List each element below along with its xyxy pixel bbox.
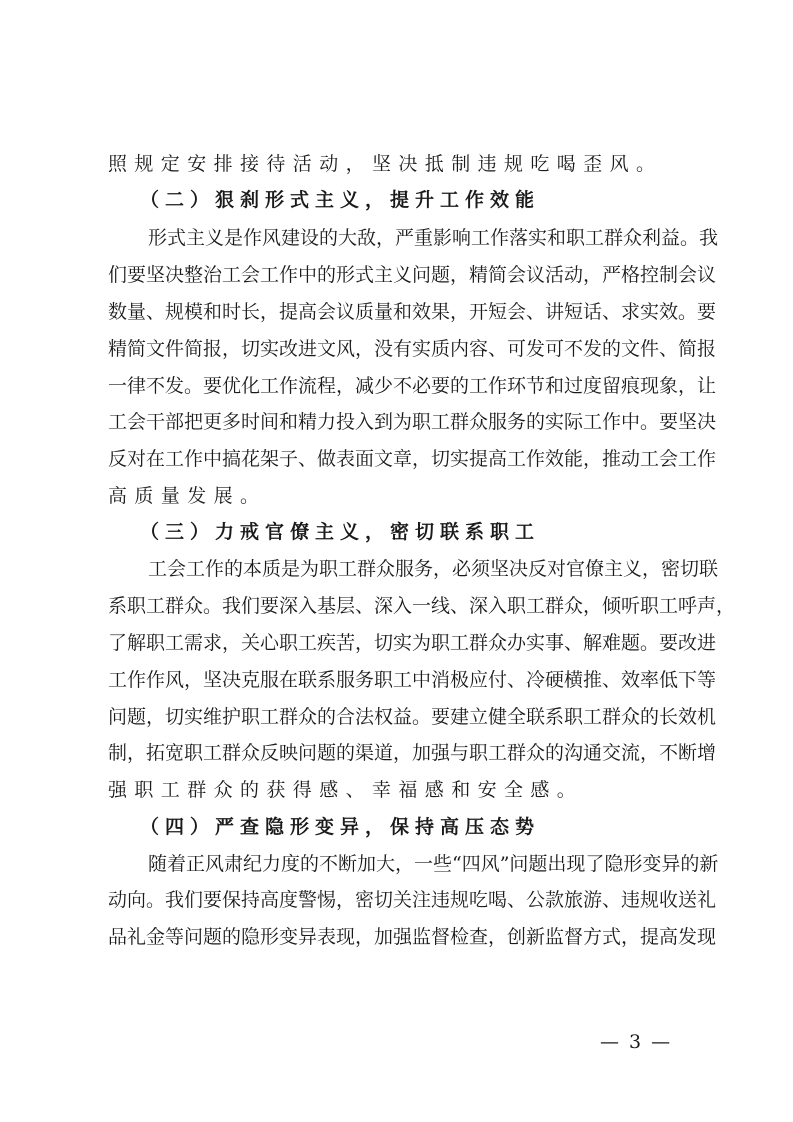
section-heading: （三）力戒官僚主义，密切联系职工 <box>140 521 541 543</box>
text-line: 形式主义是作风建设的大敌，严重影响工作落实和职工群众利益。我 <box>148 227 719 249</box>
text-line: 动向。我们要保持高度警惕，密切关注违规吃喝、公款旅游、违规收送礼 <box>108 889 717 911</box>
text-line: 问题，切实维护职工群众的合法权益。要建立健全联系职工群众的长效机 <box>108 706 717 728</box>
section-heading: （四）严查隐形变异，保持高压态势 <box>140 816 541 838</box>
text-line: 数量、规模和时长，提高会议质量和效果，开短会、讲短话、求实效。要 <box>108 301 717 323</box>
text-line: 一律不发。要优化工作流程，减少不必要的工作环节和过度留痕现象，让 <box>108 375 717 397</box>
text-line: 工会干部把更多时间和精力投入到为职工群众服务的实际工作中。要坚决 <box>108 411 717 433</box>
text-line: 高质量发展。 <box>108 485 267 507</box>
text-line: 随着正风肃纪力度的不断加大，一些“四风”问题出现了隐形变异的新 <box>148 853 719 875</box>
text-line: 强职工群众的获得感、幸福感和安全感。 <box>108 779 584 801</box>
text-line: 精简文件简报，切实改进文风，没有实质内容、可发可不发的文件、简报 <box>108 338 717 360</box>
text-line: 工作作风，坚决克服在联系服务职工中消极应付、冷硬横推、效率低下等 <box>108 669 717 691</box>
text-line: 了解职工需求，关心职工疾苦，切实为职工群众办实事、解难题。要改进 <box>108 632 717 654</box>
text-line: 工会工作的本质是为职工群众服务，必须坚决反对官僚主义，密切联 <box>148 558 719 580</box>
text-line: 系职工群众。我们要深入基层、深入一线、深入职工群众，倾听职工呼声， <box>108 595 736 617</box>
text-line: 照规定安排接待活动，坚决抵制违规吃喝歪风。 <box>108 153 663 175</box>
text-line: 反对在工作中搞花架子、做表面文章，切实提高工作效能，推动工会工作 <box>108 448 717 470</box>
page-number: — 3 — <box>600 1031 673 1053</box>
text-line: 品礼金等问题的隐形变异表现，加强监督检查，创新监督方式，提高发现 <box>108 926 717 948</box>
text-line: 制，拓宽职工群众反映问题的渠道，加强与职工群众的沟通交流，不断增 <box>108 742 717 764</box>
text-line: 们要坚决整治工会工作中的形式主义问题，精简会议活动，严格控制会议 <box>108 264 717 286</box>
section-heading: （二）狠刹形式主义，提升工作效能 <box>140 189 541 211</box>
